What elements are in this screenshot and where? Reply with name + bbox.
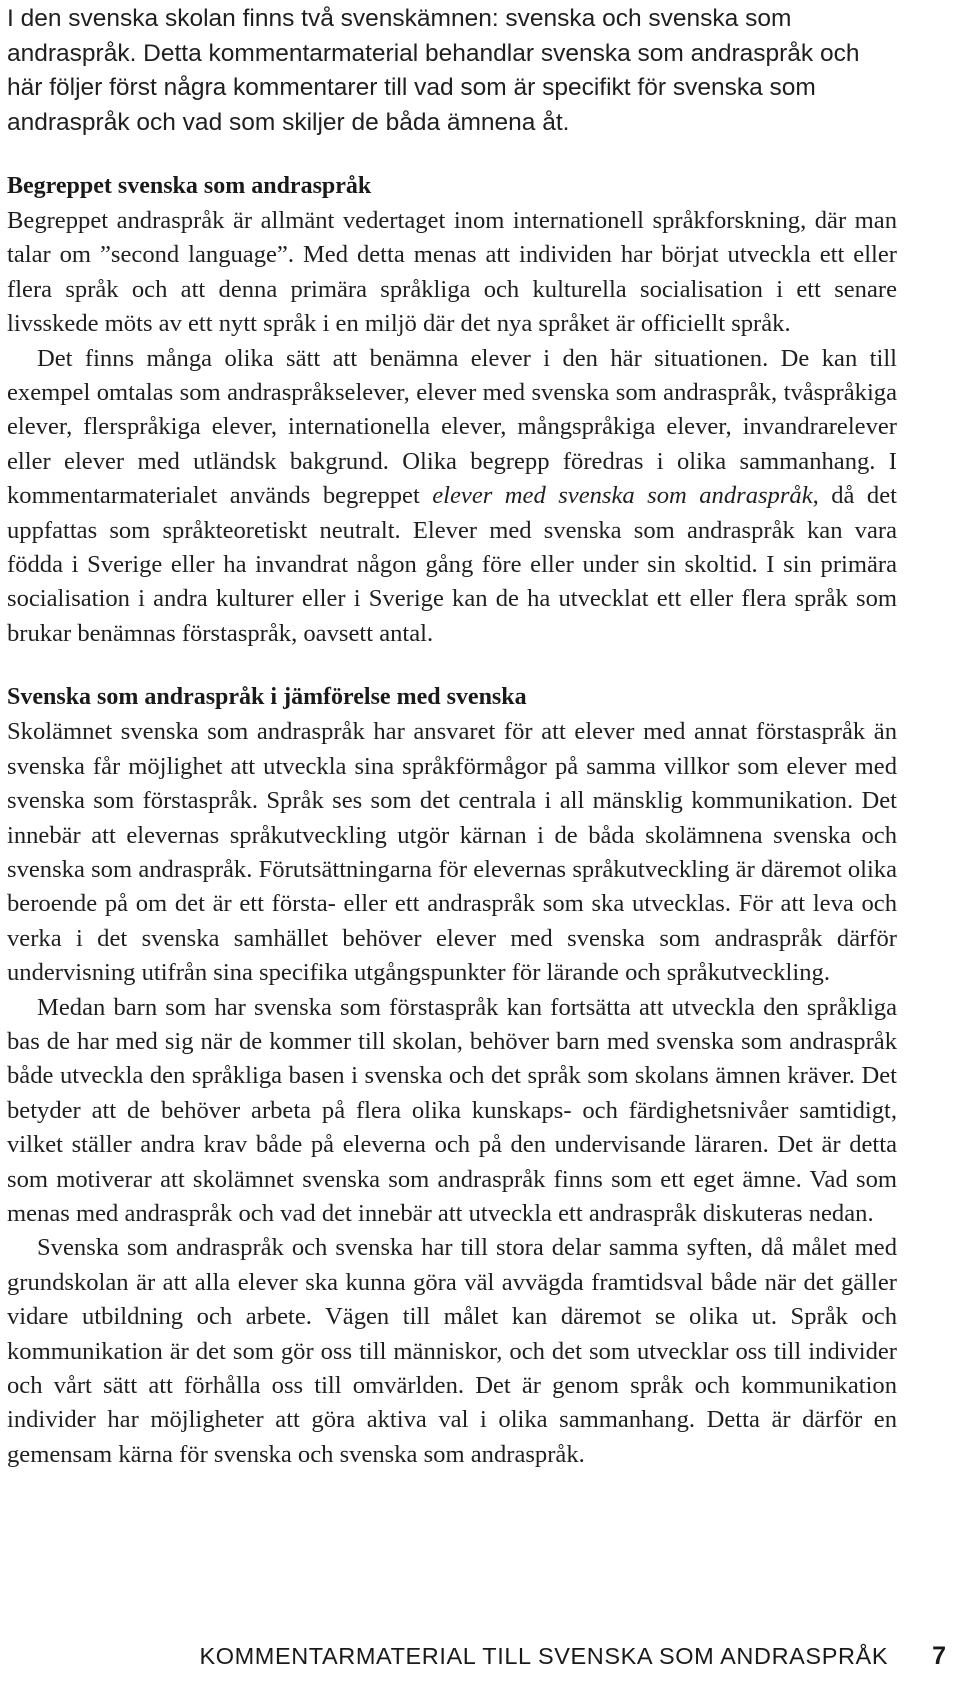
document-page <box>7 0 897 1472</box>
body-text: Det finns många olika sätt att benämna elever i den här situationen. De kan till exempel omtalas som andraspråkselever, elever med svenska som andraspråk, tvåspråkiga elever, flerspråkiga elever, internationella elever, mångspråkiga elever, invandrarelever eller elever med utländsk bakgrund. Olika begrepp föredras i olika sammanhang. I kommentarmaterialet används begreppet <box>7 344 897 510</box>
body-paragraph: Medan barn som har svenska som förstaspråk kan fortsätta att utveckla den språkliga bas de har med sig när de kommer till skolan, behöver barn med svenska som andraspråk både utveckla den språkliga basen i svenska och det språk som skolans ämnen kräver. Det betyder att de behöver arbeta på flera olika kunskaps- och färdighetsnivåer samtidigt, vilket ställer andra krav både på eleverna och på den undervisande läraren. Det är detta som motiverar att skolämnet svenska som andraspråk finns som ett eget ämne. Vad som menas med andraspråk och vad det innebär att utveckla ett andraspråk diskuteras nedan. <box>7 993 897 1227</box>
body-paragraph: Skolämnet svenska som andraspråk har ansvaret för att elever med annat förstaspråk än svenska får möjlighet att utveckla sina språkförmågor på samma villkor som elever med svenska som förstaspråk. Språk ses som det centrala i all mänsklig kommunikation. Det innebär att elevernas språkutveckling utgör kärnan i de båda skolämnena svenska och svenska som andraspråk. Förutsättningarna för elevernas språkutveckling är däremot olika beroende på om det är ett första- eller ett andraspråk som ska utvecklas. För att leva och verka i det svenska samhället behöver elever med svenska som andraspråk därför undervisning utifrån sina specifika utgångspunkter för lärande och språkutveckling. <box>7 718 897 987</box>
page-number: 7 <box>932 1642 946 1670</box>
body-paragraph <box>7 342 897 652</box>
body-paragraph: Begreppet andraspråk är allmänt vedertaget inom internationell språkforskning, där man talar om ”second language”. Med detta menas att individen har börjat utveckla ett eller flera språk och att denna primära språkliga och kulturella socialisation i ett senare livsskede möts av ett nytt språk i en miljö där det nya språket är officiellt språk. <box>7 207 897 338</box>
section-heading-jamforelse: Svenska som andraspråk i jämförelse med svenska <box>7 684 527 711</box>
emphasized-term: elever med svenska som andraspråk <box>432 482 813 510</box>
body-paragraph: Svenska som andraspråk och svenska har till stora delar samma syften, då målet med grundskolan är att alla elever ska kunna göra väl avvägda framtidsval både när det gäller vidare utbildning och arbete. Vägen till målet kan däremot se olika ut. Språk och kommunikation är det som gör oss till människor, och det som utvecklar oss till individer och vårt sätt att förhålla oss till omvärlden. Det är genom språk och kommunikation individer har möjligheter att göra aktiva val i olika sammanhang. Detta är därför en gemensam kärna för svenska och svenska som andraspråk. <box>7 1234 897 1468</box>
page-footer <box>199 1642 946 1671</box>
section-heading-begreppet: Begreppet svenska som andraspråk <box>7 173 372 199</box>
running-footer-title: KOMMENTARMATERIAL TILL SVENSKA SOM ANDRASPRÅK <box>199 1643 889 1669</box>
intro-paragraph: I den svenska skolan finns två svenskämnen: svenska och svenska som andraspråk. Detta kommentarmaterial behandlar svenska som andraspråk och här följer först några kommentarer till vad som är specifikt för svenska som andraspråk och vad som skiljer de båda ämnena åt. <box>7 5 860 136</box>
body-text: , då det uppfattas som språkteoretiskt neutralt. Elever med svenska som andraspråk kan vara födda i Sverige eller ha invandrat någon gång före eller under sin skoltid. I sin primära socialisation i andra kulturer eller i Sverige kan de ha utvecklat ett eller flera språk som brukar benämnas förstaspråk, oavsett antal. <box>7 482 897 647</box>
